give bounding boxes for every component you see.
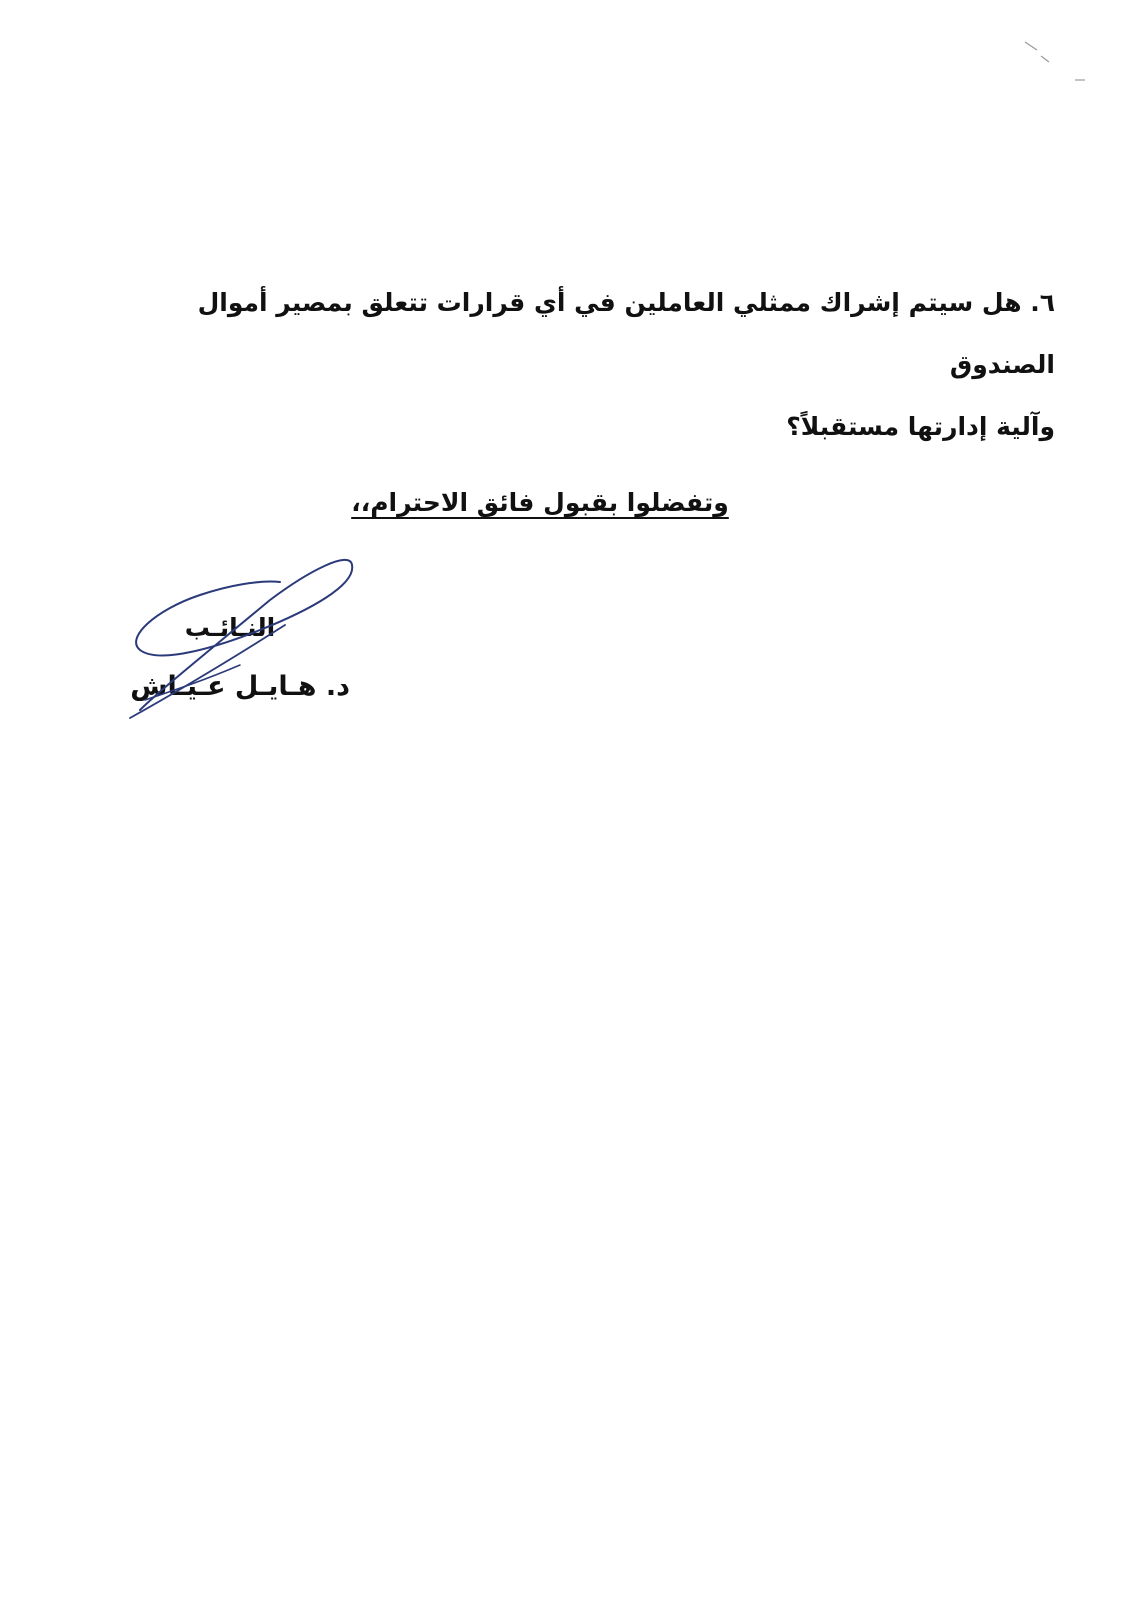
question-paragraph <box>160 272 1055 458</box>
question-line-2: وآلية إدارتها مستقبلاً؟ <box>786 412 1055 441</box>
signatory-name: د. هـايـل عـيـاش <box>130 671 350 702</box>
signatory-title: النـائـب <box>184 613 276 642</box>
handwritten-signature <box>120 540 370 730</box>
question-line-1: ٦. هل سيتم إشراك ممثلي العاملين في أي قرارات تتعلق بمصير أموال الصندوق <box>197 288 1055 379</box>
scan-artifact <box>1015 30 1095 90</box>
closing-salutation: وتفضلوا بقبول فائق الاحترام،، <box>351 488 729 517</box>
